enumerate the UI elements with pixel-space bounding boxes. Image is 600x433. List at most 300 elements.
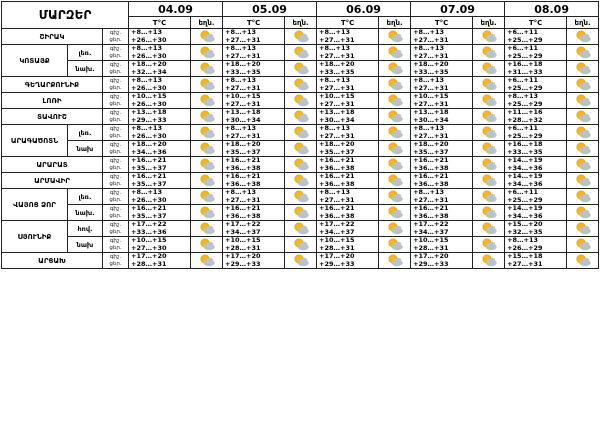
day-night-label: [103, 125, 129, 141]
table-row: [2, 125, 599, 141]
temperature-cell: [129, 29, 191, 45]
weather-cell: [567, 173, 599, 189]
day-label: ցեր.: [109, 212, 122, 219]
subregion-label: նախ: [68, 237, 103, 253]
partly-cloudy-icon: [191, 174, 222, 187]
partly-cloudy-icon: [473, 142, 504, 155]
night-label: գիշ.: [109, 30, 122, 36]
weather-cell: [473, 157, 505, 173]
temperature-cell: [129, 109, 191, 125]
partly-cloudy-icon: [473, 222, 504, 235]
weather-header: եղն.: [473, 17, 505, 29]
night-temperature: +18…+20: [131, 140, 167, 148]
night-temperature: +16…+21: [225, 172, 261, 180]
weather-header: եղն.: [285, 17, 317, 29]
temperature-cell: [129, 141, 191, 157]
day-temperature: +35…+37: [131, 179, 167, 188]
night-temperature: +10…+15: [413, 92, 449, 100]
region-name: ԱՐԱԳԱԾՈՏՆ: [2, 125, 68, 157]
temperature-cell: [223, 253, 285, 269]
weather-cell: [567, 125, 599, 141]
night-label: գիշ.: [109, 46, 122, 52]
day-temperature: +26…+29: [507, 243, 543, 252]
day-temperature: +36…+38: [225, 179, 261, 188]
night-temperature: +16…+21: [319, 156, 355, 164]
partly-cloudy-icon: [473, 94, 504, 107]
day-label: ցեր.: [109, 196, 122, 203]
day-night-label: [103, 205, 129, 221]
night-temperature: +10…+15: [131, 236, 167, 244]
night-label: գիշ.: [109, 238, 122, 244]
table-row: [2, 109, 599, 125]
temperature-cell: [223, 29, 285, 45]
day-temperature: +34…+36: [131, 147, 167, 156]
weather-cell: [379, 253, 411, 269]
table-row: [2, 189, 599, 205]
table-row: [2, 253, 599, 269]
night-temperature: +15…+20: [507, 220, 543, 228]
day-temperature: +35…+37: [131, 211, 167, 220]
partly-cloudy-icon: [285, 142, 316, 155]
weather-cell: [285, 109, 317, 125]
night-temperature: +17…+22: [319, 220, 355, 228]
weather-cell: [567, 253, 599, 269]
weather-cell: [567, 61, 599, 77]
partly-cloudy-icon: [473, 206, 504, 219]
temperature-cell: [505, 29, 567, 45]
partly-cloudy-icon: [285, 158, 316, 171]
day-temperature: +29…+33: [131, 115, 167, 124]
temperature-cell: [223, 173, 285, 189]
day-label: ցեր.: [109, 148, 122, 155]
subregion-label: լեռ.: [68, 125, 103, 141]
region-name: ԱՐՑԱԽ: [2, 253, 103, 269]
weather-cell: [285, 253, 317, 269]
partly-cloudy-icon: [567, 78, 598, 91]
region-name: ԱՐԱՐԱՏ: [2, 157, 103, 173]
night-temperature: +10…+15: [131, 92, 167, 100]
temperature-cell: [411, 221, 473, 237]
partly-cloudy-icon: [285, 62, 316, 75]
partly-cloudy-icon: [379, 78, 410, 91]
weather-header: եղն.: [379, 17, 411, 29]
night-label: գիշ.: [109, 126, 122, 132]
day-night-label: [103, 157, 129, 173]
weather-cell: [285, 141, 317, 157]
night-label: գիշ.: [109, 174, 122, 180]
night-temperature: +17…+22: [413, 220, 449, 228]
night-label: գիշ.: [109, 62, 122, 68]
partly-cloudy-icon: [379, 206, 410, 219]
night-temperature: +16…+18: [507, 140, 543, 148]
weather-cell: [473, 61, 505, 77]
partly-cloudy-icon: [285, 190, 316, 203]
temperature-cell: [129, 45, 191, 61]
partly-cloudy-icon: [379, 158, 410, 171]
night-temperature: +6…+11: [507, 124, 539, 132]
weather-cell: [473, 221, 505, 237]
day-temperature: +36…+38: [225, 163, 261, 172]
partly-cloudy-icon: [379, 142, 410, 155]
day-temperature: +33…+36: [131, 227, 167, 236]
day-label: ցեր.: [109, 164, 122, 171]
weather-cell: [191, 125, 223, 141]
day-temperature: +27…+31: [413, 195, 449, 204]
temperature-header: T°C: [411, 17, 473, 29]
partly-cloudy-icon: [473, 174, 504, 187]
partly-cloudy-icon: [473, 78, 504, 91]
weather-cell: [379, 45, 411, 61]
day-temperature: +33…+35: [319, 67, 355, 76]
day-temperature: +34…+37: [225, 227, 261, 236]
temperature-cell: [129, 157, 191, 173]
weather-cell: [285, 221, 317, 237]
partly-cloudy-icon: [379, 222, 410, 235]
day-temperature: +27…+31: [413, 51, 449, 60]
temperature-cell: [505, 125, 567, 141]
temperature-cell: [223, 157, 285, 173]
partly-cloudy-icon: [191, 222, 222, 235]
day-temperature: +31…+33: [507, 67, 543, 76]
temperature-cell: [223, 189, 285, 205]
day-temperature: +26…+30: [131, 83, 167, 92]
temperature-cell: [505, 237, 567, 253]
day-temperature: +34…+37: [319, 227, 355, 236]
day-temperature: +27…+31: [225, 195, 261, 204]
day-temperature: +30…+34: [319, 115, 355, 124]
weather-cell: [379, 29, 411, 45]
temperature-cell: [317, 205, 379, 221]
night-temperature: +16…+21: [319, 204, 355, 212]
partly-cloudy-icon: [379, 30, 410, 43]
temperature-cell: [411, 45, 473, 61]
weather-cell: [473, 189, 505, 205]
partly-cloudy-icon: [473, 126, 504, 139]
weather-cell: [567, 157, 599, 173]
weather-cell: [285, 29, 317, 45]
weather-cell: [567, 189, 599, 205]
partly-cloudy-icon: [379, 238, 410, 251]
table-row: [2, 205, 599, 221]
day-label: ցեր.: [109, 180, 122, 187]
partly-cloudy-icon: [191, 78, 222, 91]
day-night-label: [103, 45, 129, 61]
weather-cell: [285, 45, 317, 61]
day-temperature: +28…+31: [131, 259, 167, 268]
night-temperature: +13…+18: [413, 108, 449, 116]
night-temperature: +18…+20: [319, 140, 355, 148]
subregion-label: լեռ.: [68, 45, 103, 61]
day-temperature: +36…+38: [319, 163, 355, 172]
day-night-label: [103, 253, 129, 269]
night-temperature: +8…+13: [507, 236, 539, 244]
temperature-cell: [505, 205, 567, 221]
day-temperature: +27…+31: [413, 83, 449, 92]
day-label: ցեր.: [109, 100, 122, 107]
night-temperature: +18…+20: [131, 60, 167, 68]
region-name: ԳԵՂԱՐՔՈՒՆԻՔ: [2, 77, 103, 93]
temperature-cell: [317, 109, 379, 125]
weather-cell: [191, 173, 223, 189]
day-temperature: +28…+31: [319, 243, 355, 252]
date-header: 05.09: [223, 2, 317, 17]
weather-cell: [473, 205, 505, 221]
day-temperature: +33…+35: [225, 67, 261, 76]
subregion-label: լեռ.: [68, 189, 103, 205]
region-name: ԱՐՄԱՎԻՐ: [2, 173, 103, 189]
day-label: ցեր.: [109, 244, 122, 251]
temperature-cell: [317, 189, 379, 205]
weather-cell: [285, 61, 317, 77]
subregion-label: նախ.: [68, 205, 103, 221]
day-temperature: +28…+31: [225, 243, 261, 252]
temperature-cell: [223, 93, 285, 109]
day-temperature: +32…+34: [131, 67, 167, 76]
weather-cell: [567, 205, 599, 221]
weather-cell: [473, 77, 505, 93]
day-temperature: +33…+35: [413, 67, 449, 76]
weather-cell: [473, 125, 505, 141]
weather-cell: [379, 221, 411, 237]
day-temperature: +35…+37: [131, 163, 167, 172]
subregion-label: հով.: [68, 221, 103, 237]
night-temperature: +16…+21: [225, 156, 261, 164]
temperature-cell: [223, 109, 285, 125]
day-temperature: +27…+31: [225, 83, 261, 92]
partly-cloudy-icon: [473, 158, 504, 171]
table-row: [2, 93, 599, 109]
night-temperature: +8…+13: [131, 188, 162, 196]
partly-cloudy-icon: [567, 110, 598, 123]
night-temperature: +10…+15: [413, 236, 449, 244]
partly-cloudy-icon: [379, 62, 410, 75]
weather-cell: [567, 237, 599, 253]
partly-cloudy-icon: [285, 254, 316, 267]
day-temperature: +27…+31: [225, 131, 261, 140]
weather-cell: [191, 29, 223, 45]
day-temperature: +26…+30: [131, 195, 167, 204]
night-temperature: +17…+20: [225, 252, 261, 260]
table-row: [2, 77, 599, 93]
day-temperature: +29…+33: [319, 259, 355, 268]
partly-cloudy-icon: [191, 142, 222, 155]
partly-cloudy-icon: [567, 46, 598, 59]
weather-cell: [191, 221, 223, 237]
date-header: 06.09: [317, 2, 411, 17]
weather-cell: [191, 93, 223, 109]
partly-cloudy-icon: [191, 126, 222, 139]
night-temperature: +8…+13: [413, 188, 445, 196]
temperature-cell: [411, 109, 473, 125]
weather-cell: [285, 173, 317, 189]
temperature-cell: [223, 77, 285, 93]
temperature-header: T°C: [505, 17, 567, 29]
day-temperature: +34…+36: [507, 179, 543, 188]
partly-cloudy-icon: [191, 238, 222, 251]
partly-cloudy-icon: [567, 190, 598, 203]
temperature-cell: [505, 93, 567, 109]
temperature-cell: [505, 221, 567, 237]
partly-cloudy-icon: [473, 110, 504, 123]
night-temperature: +13…+18: [319, 108, 355, 116]
day-temperature: +30…+34: [225, 115, 261, 124]
night-label: գիշ.: [109, 206, 122, 212]
weather-cell: [191, 189, 223, 205]
weather-cell: [567, 29, 599, 45]
temperature-header: T°C: [223, 17, 285, 29]
weather-cell: [473, 93, 505, 109]
night-temperature: +17…+22: [225, 220, 261, 228]
day-temperature: +32…+35: [507, 227, 543, 236]
day-temperature: +33…+35: [507, 147, 543, 156]
temperature-cell: [129, 221, 191, 237]
day-temperature: +26…+30: [131, 131, 167, 140]
weather-cell: [567, 93, 599, 109]
day-temperature: +29…+33: [225, 259, 261, 268]
temperature-cell: [411, 189, 473, 205]
partly-cloudy-icon: [191, 30, 222, 43]
day-temperature: +27…+31: [413, 131, 449, 140]
night-temperature: +16…+21: [225, 204, 261, 212]
temperature-cell: [223, 61, 285, 77]
temperature-cell: [411, 61, 473, 77]
day-temperature: +27…+31: [225, 51, 261, 60]
weather-cell: [285, 77, 317, 93]
temperature-cell: [317, 157, 379, 173]
day-temperature: +25…+29: [507, 195, 543, 204]
weather-cell: [191, 77, 223, 93]
day-temperature: +36…+38: [319, 179, 355, 188]
temperature-cell: [129, 93, 191, 109]
day-temperature: +34…+36: [507, 211, 543, 220]
partly-cloudy-icon: [567, 222, 598, 235]
night-temperature: +8…+13: [413, 28, 445, 36]
weather-cell: [379, 237, 411, 253]
forecast-body: [2, 29, 599, 269]
partly-cloudy-icon: [473, 190, 504, 203]
night-temperature: +8…+13: [225, 76, 256, 84]
temperature-cell: [129, 77, 191, 93]
temperature-cell: [223, 237, 285, 253]
day-label: ցեր.: [109, 116, 122, 123]
night-temperature: +8…+13: [319, 76, 351, 84]
partly-cloudy-icon: [379, 126, 410, 139]
partly-cloudy-icon: [567, 94, 598, 107]
day-temperature: +25…+29: [507, 83, 543, 92]
partly-cloudy-icon: [285, 30, 316, 43]
temperature-cell: [223, 141, 285, 157]
region-name: ԿՈՏԱՅՔ: [2, 45, 68, 77]
region-name: ԼՈՌԻ: [2, 93, 103, 109]
date-header: 04.09: [129, 2, 223, 17]
weather-cell: [191, 205, 223, 221]
temperature-cell: [505, 77, 567, 93]
night-temperature: +8…+13: [131, 44, 162, 52]
partly-cloudy-icon: [191, 62, 222, 75]
partly-cloudy-icon: [567, 30, 598, 43]
weather-cell: [567, 45, 599, 61]
day-night-label: [103, 29, 129, 45]
temperature-cell: [505, 109, 567, 125]
temperature-cell: [317, 173, 379, 189]
night-label: գիշ.: [109, 110, 122, 116]
weather-cell: [191, 157, 223, 173]
day-label: ցեր.: [109, 36, 122, 43]
weather-cell: [379, 141, 411, 157]
partly-cloudy-icon: [285, 94, 316, 107]
day-temperature: +35…+37: [319, 147, 355, 156]
weather-header: եղն.: [191, 17, 223, 29]
partly-cloudy-icon: [285, 110, 316, 123]
day-label: ցեր.: [109, 260, 122, 267]
temperature-cell: [129, 189, 191, 205]
weather-cell: [379, 205, 411, 221]
day-temperature: +27…+31: [319, 35, 355, 44]
night-temperature: +8…+13: [319, 44, 351, 52]
day-night-label: [103, 173, 129, 189]
night-temperature: +8…+13: [319, 188, 351, 196]
table-row: [2, 45, 599, 61]
night-temperature: +8…+13: [131, 124, 162, 132]
weather-cell: [473, 141, 505, 157]
partly-cloudy-icon: [567, 254, 598, 267]
region-name: ՍՅՈՒՆԻՔ: [2, 221, 68, 253]
partly-cloudy-icon: [285, 78, 316, 91]
partly-cloudy-icon: [191, 254, 222, 267]
day-temperature: +27…+30: [131, 243, 167, 252]
day-temperature: +26…+30: [131, 99, 167, 108]
partly-cloudy-icon: [285, 46, 316, 59]
weather-cell: [285, 189, 317, 205]
date-header: 08.09: [505, 2, 599, 17]
day-night-label: [103, 61, 129, 77]
temperature-cell: [411, 77, 473, 93]
partly-cloudy-icon: [379, 254, 410, 267]
table-row: [2, 157, 599, 173]
subregion-label: նախ: [68, 141, 103, 157]
night-label: գիշ.: [109, 94, 122, 100]
temperature-cell: [505, 173, 567, 189]
day-temperature: +27…+31: [225, 35, 261, 44]
night-temperature: +8…+13: [413, 124, 445, 132]
table-row: [2, 61, 599, 77]
day-label: ցեր.: [109, 132, 122, 139]
weather-cell: [473, 45, 505, 61]
temperature-cell: [411, 125, 473, 141]
day-temperature: +27…+31: [319, 131, 355, 140]
day-label: ցեր.: [109, 68, 122, 75]
night-temperature: +8…+13: [319, 28, 351, 36]
region-name: ՇԻՐԱԿ: [2, 29, 103, 45]
night-temperature: +16…+21: [131, 156, 167, 164]
day-temperature: +29…+33: [413, 259, 449, 268]
night-temperature: +6…+11: [507, 188, 539, 196]
night-label: գիշ.: [109, 222, 122, 228]
partly-cloudy-icon: [473, 238, 504, 251]
partly-cloudy-icon: [285, 238, 316, 251]
partly-cloudy-icon: [379, 190, 410, 203]
partly-cloudy-icon: [567, 126, 598, 139]
partly-cloudy-icon: [567, 158, 598, 171]
night-temperature: +17…+20: [413, 252, 449, 260]
temperature-cell: [411, 173, 473, 189]
day-night-label: [103, 189, 129, 205]
day-temperature: +36…+38: [319, 211, 355, 220]
night-temperature: +10…+15: [319, 236, 355, 244]
region-name: ՏԱՎՈՒՇ: [2, 109, 103, 125]
weather-cell: [191, 141, 223, 157]
temperature-cell: [129, 205, 191, 221]
